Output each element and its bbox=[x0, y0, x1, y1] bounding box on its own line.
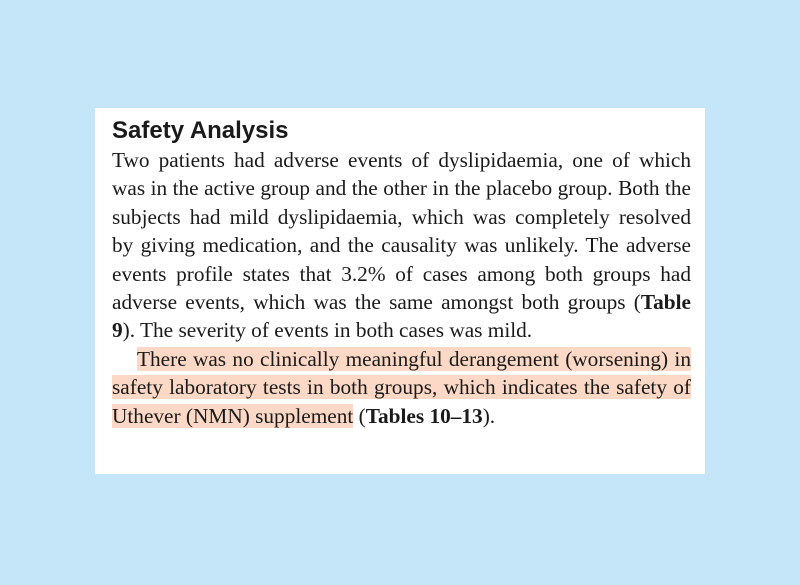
paragraph-text: ). bbox=[482, 403, 496, 428]
table-reference: Table 9 bbox=[112, 290, 691, 343]
paragraph-text: ( bbox=[353, 403, 366, 428]
tables-reference: Tables 10–13 bbox=[365, 403, 483, 428]
paragraph-laboratory-safety bbox=[112, 345, 691, 430]
section-heading: Safety Analysis bbox=[112, 117, 289, 144]
section-content bbox=[112, 116, 691, 430]
paragraph-text: ). The severity of events in both cases was mild. bbox=[122, 318, 533, 343]
highlighted-text: There was no clinically meaningful derangement (worsening) in safety laboratory tests in both groups, which indicates the safety of Uthever (NMN) supplement bbox=[112, 346, 691, 428]
paragraph-text: Two patients had adverse events of dyslipidaemia, one of which was in the active group and the other in the placebo group. Both the subjects had mild dyslipidaemia, which was completely resolved by giving medication, and the causality was unlikely. The adverse events profile states that 3.2% of cases among both groups had adverse events, which was the same amongst both groups ( bbox=[112, 148, 691, 315]
paragraph-adverse-events bbox=[112, 146, 691, 345]
document-excerpt bbox=[95, 108, 705, 474]
